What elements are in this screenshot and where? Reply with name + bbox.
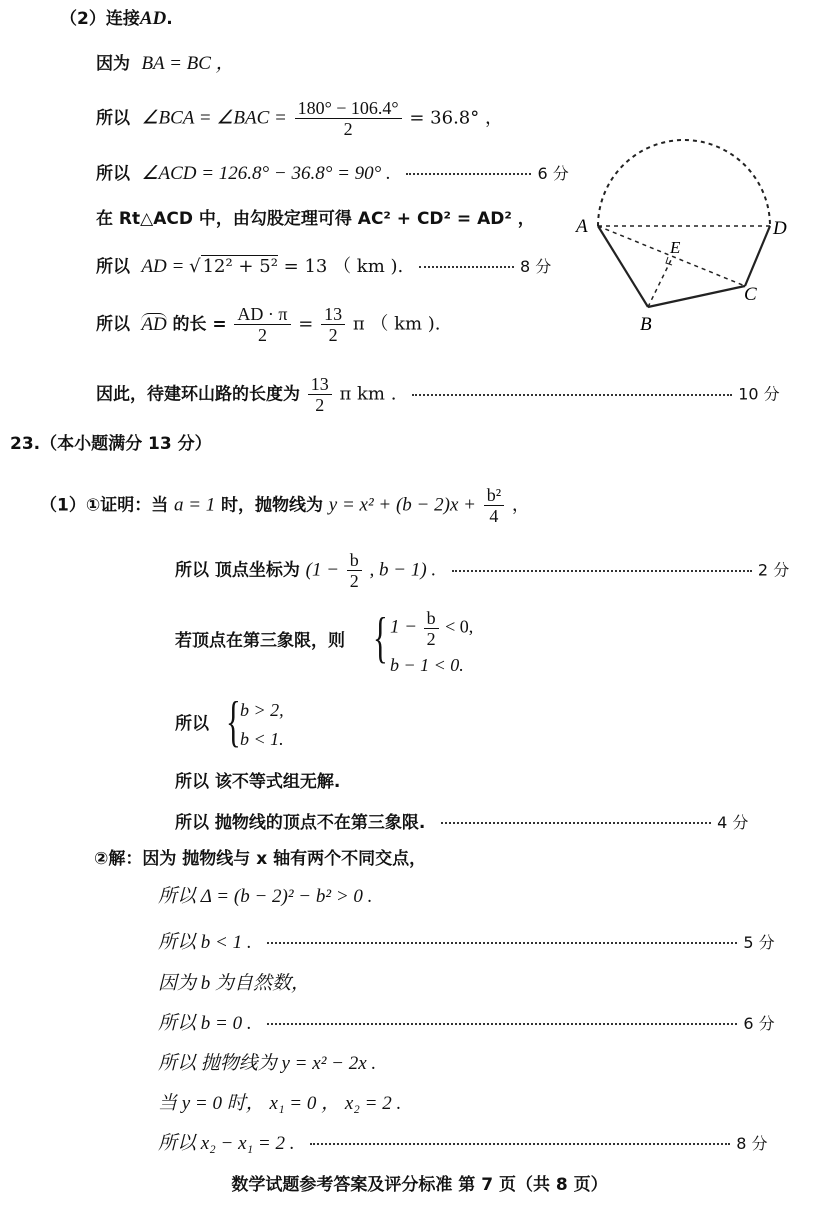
fraction-arc: $\frac{AD \cdot \pi}{2}$: [234, 304, 290, 345]
score-leader: [441, 822, 711, 824]
q23-part1-head: （1）①证明：当 a = 1 时，抛物线为 y = x² + (b − 2)x + $\frac{\text{b²}}{4}$ ，: [40, 485, 530, 526]
q23-title: 23.（本小题满分 13 分）: [10, 434, 212, 454]
system-row-2: b − 1 < 0.: [390, 655, 464, 675]
line-conclusion: 因此，待建环山路的长度为 $\frac{13}{2}$ π km . 10 分: [96, 374, 780, 415]
score-leader: [452, 570, 752, 572]
point-label-c: C: [744, 284, 757, 305]
score-leader: [310, 1143, 730, 1145]
segment-be: [648, 258, 672, 307]
fraction-13-2: $\frac{13}{2}$: [321, 304, 345, 345]
system-brace: {: [226, 691, 241, 753]
line-roots: 当 y = 0 时， x₁ = 0 ， x₂ = 2 .: [158, 1093, 402, 1114]
line-pythagoras: 在 Rt△ACD 中，由勾股定理可得 AC² + CD² = AD² ，: [96, 209, 535, 229]
score-leader: [267, 942, 737, 944]
score-leader: [267, 1023, 737, 1025]
fraction-b-2: $\frac{b}{2}$: [424, 608, 439, 649]
line-b-natural: 因为 b 为自然数，: [158, 973, 311, 994]
point-label-b: B: [640, 314, 652, 335]
line-so-system: 所以: [175, 714, 209, 734]
line-root-difference: 所以 x₂ − x₁ = 2 . 8 分: [158, 1133, 768, 1154]
line-third-quadrant: 若顶点在第三象限，则: [175, 631, 345, 651]
line-vertex: 所以 顶点坐标为 (1 − $\frac{b}{2}$ , b − 1) . 2 分: [175, 550, 790, 591]
fraction-13-2: $\frac{13}{2}$: [308, 374, 332, 415]
line-discriminant: 所以 Δ = (b − 2)² − b² > 0 .: [158, 886, 373, 907]
line-arc-length: 所以 AD 的长 = $\frac{AD \cdot \pi}{2}$ = $\frac{13}{2}$ π （ km ).: [96, 304, 441, 345]
point-label-e: E: [670, 238, 681, 257]
fraction-angle: $\frac{180^\circ - 106.4^\circ}{2}$: [295, 98, 402, 139]
line-b-zero: 所以 b = 0 . 6 分: [158, 1013, 775, 1034]
line-angle-bca: 所以 ∠BCA = ∠BAC = $\frac{180^\circ - 106.4^\circ}{2}$ = 36.8° ，: [96, 98, 503, 139]
line-ba-bc: 因为 BA = BC ，: [96, 53, 235, 74]
line-parabola: 所以 抛物线为 y = x² − 2x .: [158, 1053, 377, 1074]
segment-ab: [598, 226, 648, 307]
system-brace: {: [373, 607, 388, 669]
part2-heading: （2）连接AD.: [60, 8, 173, 29]
segment-cd: [745, 226, 770, 286]
segment-bc: [648, 286, 745, 307]
line-ad-length: 所以 AD = √ 12² + 5² = 13 （ km ). 8 分: [96, 256, 552, 277]
fraction-b-2: $\frac{b}{2}$: [347, 550, 362, 591]
system2-row-1: b > 2,: [240, 700, 284, 720]
line-angle-acd: 所以 ∠ACD = 126.8° − 36.8° = 90° . 6 分: [96, 163, 569, 184]
page-footer: 数学试题参考答案及评分标准 第 7 页（共 8 页）: [231, 1175, 608, 1195]
line-no-solution: 所以 该不等式组无解.: [175, 772, 341, 792]
semicircle-arc: [598, 140, 770, 226]
line-b-less-1: 所以 b < 1 . 5 分: [158, 932, 775, 953]
q23-part1-b-head: ②解：因为 抛物线与 x 轴有两个不同交点，: [94, 849, 427, 869]
point-label-a: A: [576, 216, 588, 237]
system2-row-2: b < 1.: [240, 729, 284, 749]
point-label-d: D: [773, 218, 787, 239]
geometry-figure: [0, 0, 839, 400]
fraction-b2-4: $\frac{\text{b²}}{4}$: [484, 485, 504, 526]
system-row-1: 1 − $\frac{b}{2}$ < 0,: [390, 608, 474, 649]
line-not-third-quadrant: 所以 抛物线的顶点不在第三象限. 4 分: [175, 813, 749, 833]
